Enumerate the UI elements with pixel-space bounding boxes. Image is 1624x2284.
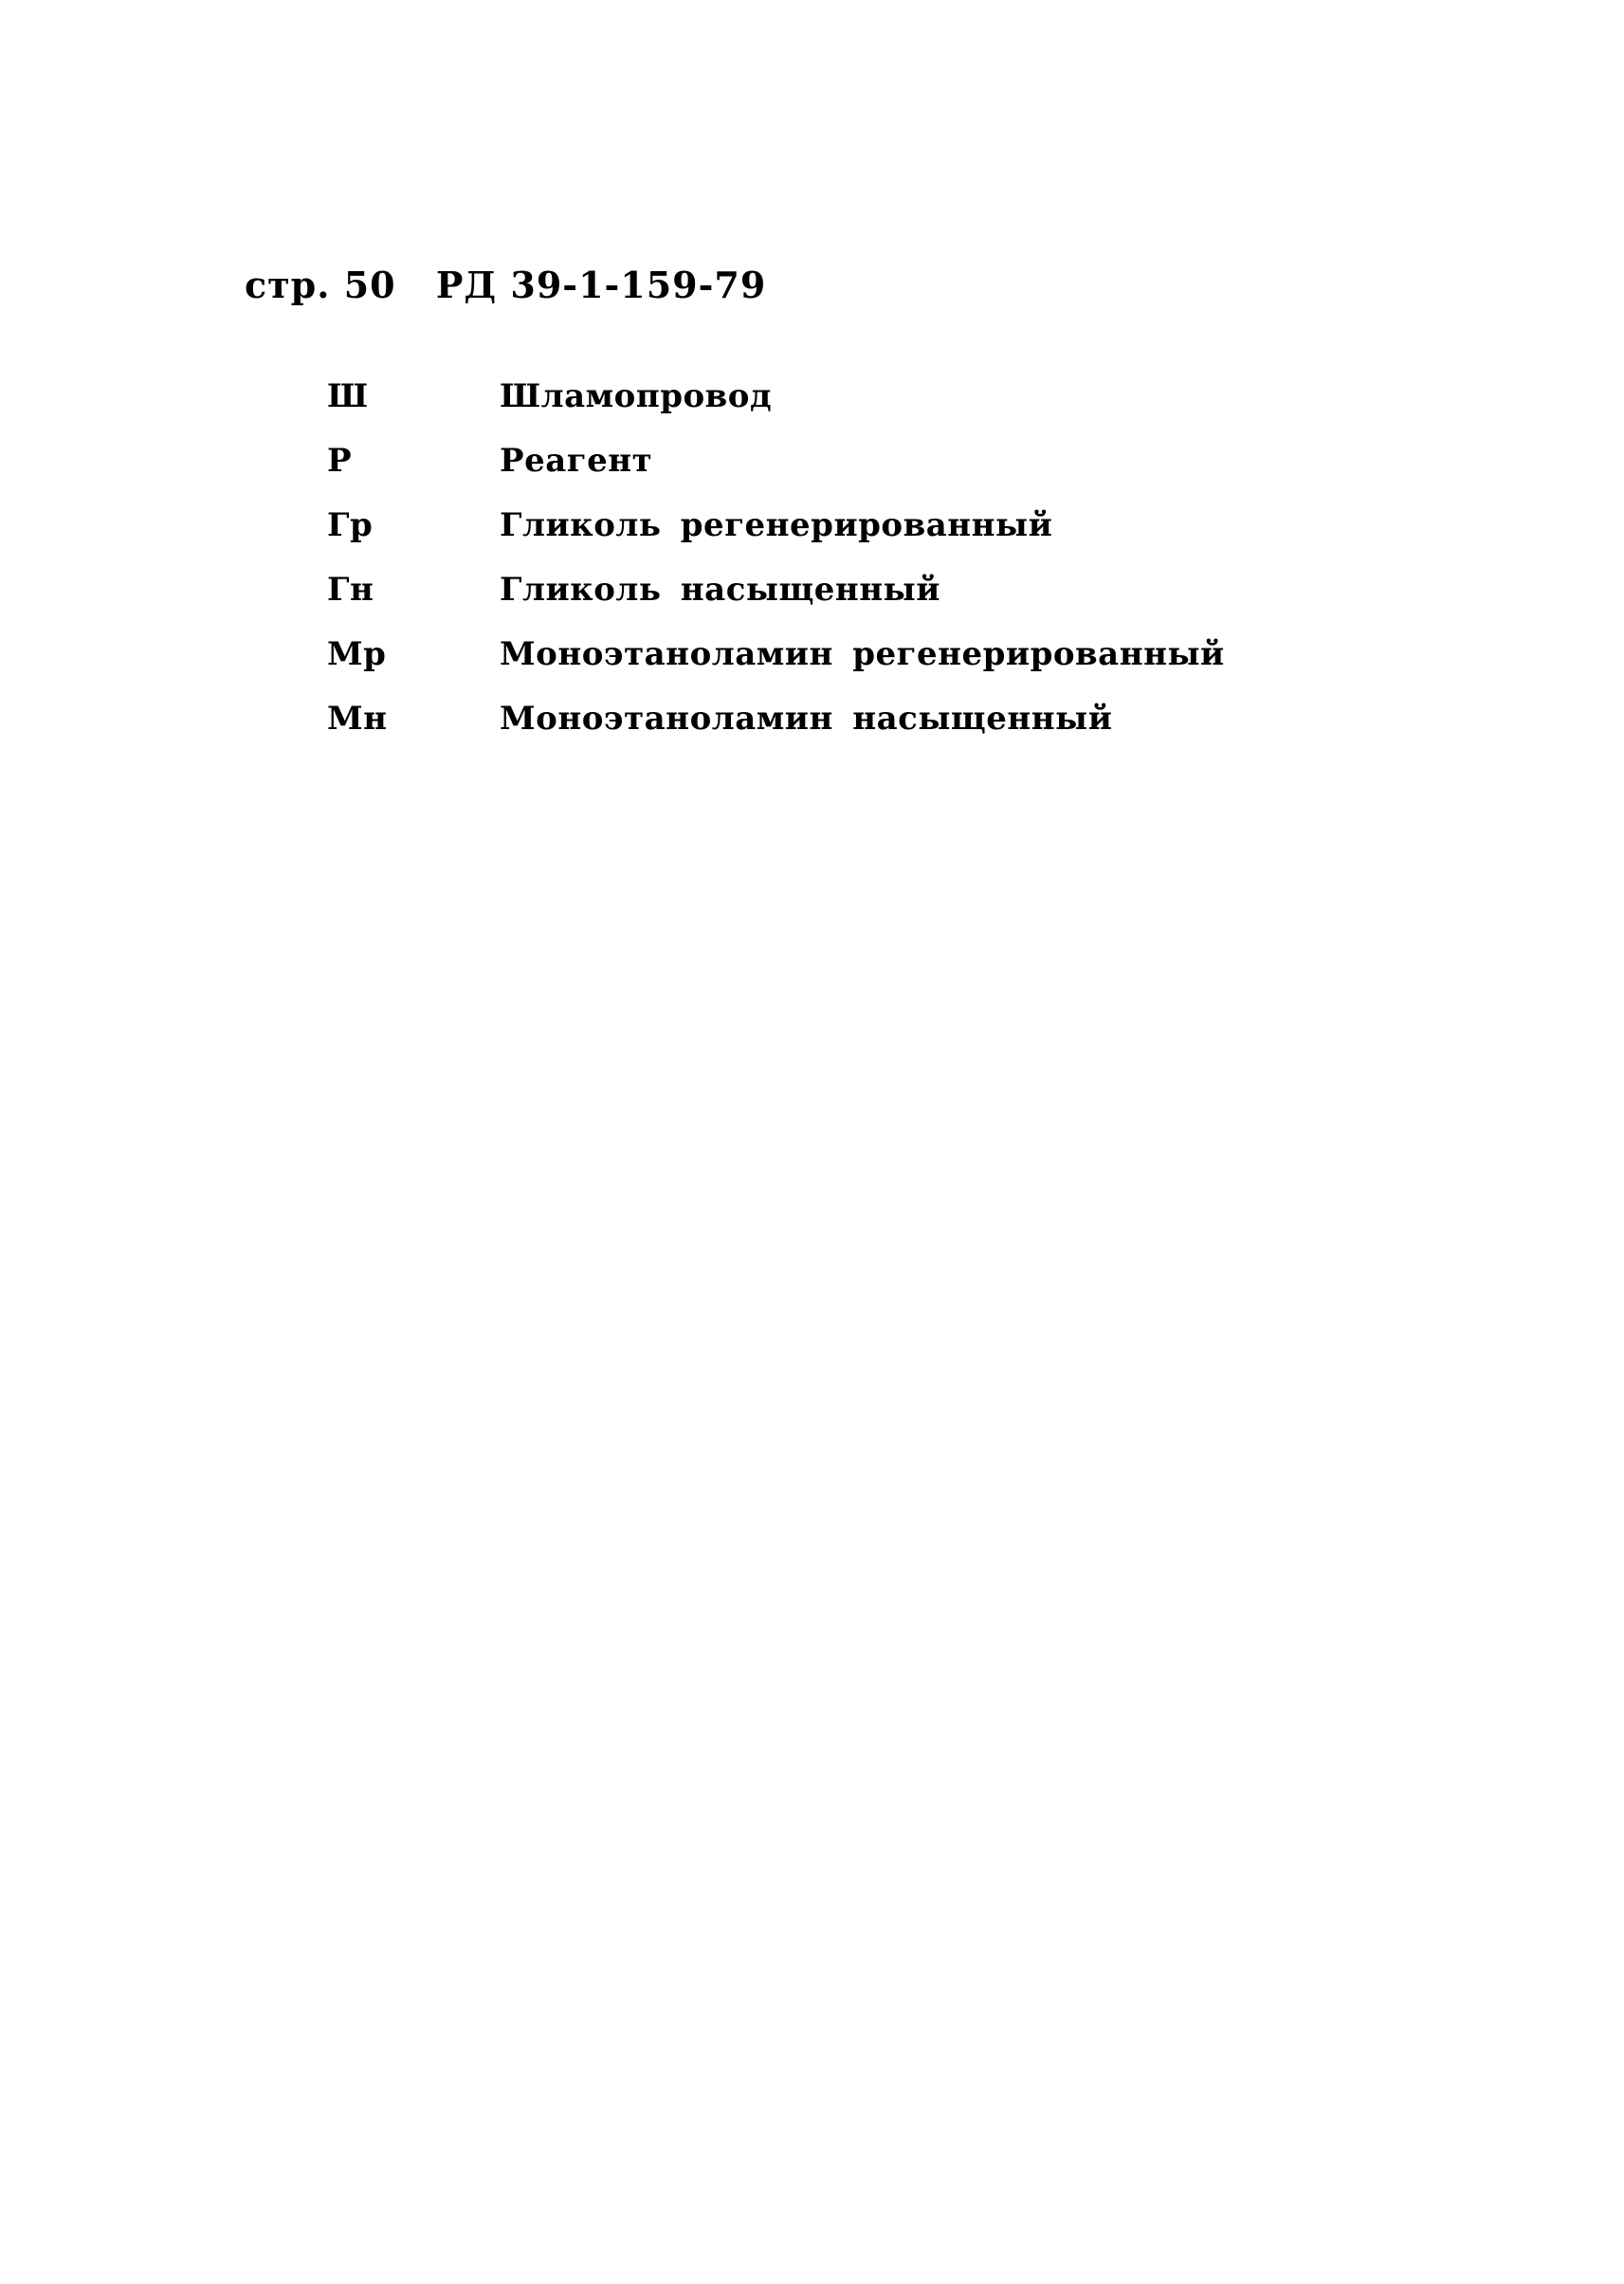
- legend-description: Гликоль насыщенный: [500, 571, 940, 609]
- legend-description: Моноэтаноламин насыщенный: [500, 700, 1113, 738]
- legend-row: [327, 700, 1275, 764]
- legend-code: Мн: [327, 700, 388, 738]
- legend-code: Гн: [327, 571, 374, 609]
- designation-legend: [327, 377, 1275, 764]
- document-code: РД 39-1-159-79: [435, 264, 767, 306]
- legend-description: Гликоль регенерированный: [500, 506, 1053, 544]
- legend-description: Реагент: [500, 442, 653, 480]
- legend-code: Мр: [327, 635, 387, 673]
- legend-description: Шламопровод: [500, 377, 773, 415]
- legend-code: Гр: [327, 506, 374, 544]
- legend-row: [327, 506, 1275, 571]
- legend-row: [327, 571, 1275, 635]
- legend-code: Р: [327, 442, 353, 480]
- page-header: [245, 264, 766, 306]
- legend-row: [327, 377, 1275, 442]
- legend-row: [327, 442, 1275, 506]
- legend-description: Моноэтаноламин регенерированный: [500, 635, 1225, 673]
- legend-row: [327, 635, 1275, 700]
- page-number: стр. 50: [245, 264, 396, 306]
- legend-code: Ш: [327, 377, 369, 415]
